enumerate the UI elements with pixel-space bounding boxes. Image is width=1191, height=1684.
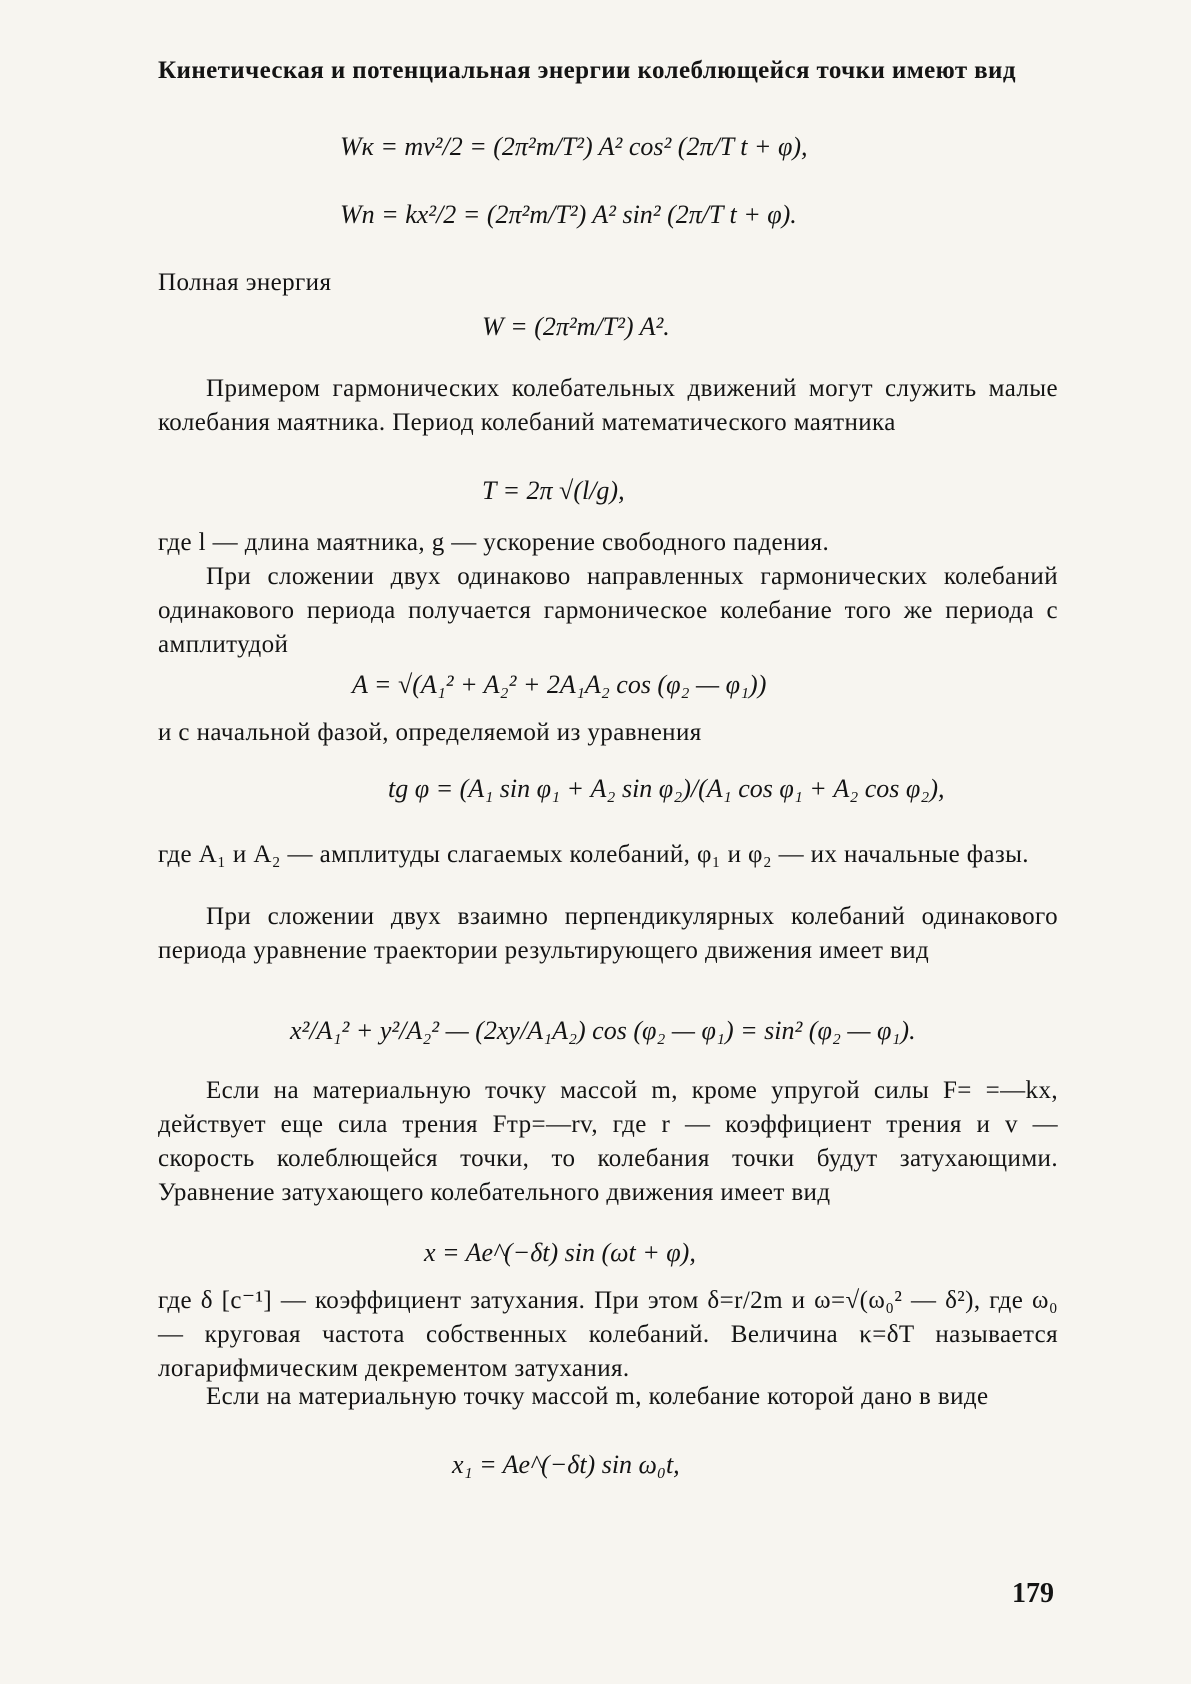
paragraph-amplitude-legend: где A₁ и A₂ — амплитуды слагаемых колебаний, φ₁ и φ₂ — их начальные фазы. (158, 841, 1029, 868)
formula-kinetic-energy: Wк = mv²/2 = (2π²m/T²) A² cos² (2π/T t + φ), (340, 132, 808, 161)
paragraph-pendulum: Примером гармонических колебательных движений могут служить малые колебания маятника. Период колебаний математического маятника (158, 375, 1058, 436)
paragraph-forced-intro: Если на материальную точку массой m, колебание которой дано в виде (206, 1383, 989, 1410)
formula-damped-motion: x = Ae^(−δt) sin (ωt + φ), (424, 1238, 696, 1267)
formula-pendulum-period: T = 2π √(l/g), (482, 476, 625, 505)
paragraph-damping-legend: где δ [с⁻¹] — коэффициент затухания. При этом δ=r/2m и ω=√(ω₀² — δ²), где ω₀ — круговая частота собственных колебаний. Величина κ=δT называется логарифмическим декрементом затухания. (158, 1287, 1058, 1382)
page-number: 179 (1012, 1578, 1054, 1609)
formula-phase: tg φ = (A₁ sin φ₁ + A₂ sin φ₂)/(A₁ cos φ₁ + A₂ cos φ₂), (388, 774, 945, 803)
formula-potential-energy: Wп = kx²/2 = (2π²m/T²) A² sin² (2π/T t + φ). (340, 200, 797, 229)
paragraph-addition-parallel: При сложении двух одинаково направленных гармонических колебаний одинакового периода получается гармоническое колебание того же периода с амплитудой (158, 563, 1058, 658)
formula-free-oscillation: x₁ = Ae^(−δt) sin ω₀t, (452, 1450, 680, 1479)
paragraph-energy-intro: Кинетическая и потенциальная энергии колеблющейся точки имеют вид (158, 57, 1016, 84)
paragraph-addition-perpendicular: При сложении двух взаимно перпендикулярных колебаний одинакового периода уравнение траектории результирующего движения имеет вид (158, 903, 1058, 964)
paragraph-total-energy: Полная энергия (158, 269, 332, 296)
paragraph-phase-intro: и с начальной фазой, определяемой из уравнения (158, 719, 702, 746)
paragraph-pendulum-legend: где l — длина маятника, g — ускорение свободного падения. (158, 529, 830, 556)
formula-trajectory: x²/A₁² + y²/A₂² — (2xy/A₁A₂) cos (φ₂ — φ₁) = sin² (φ₂ — φ₁). (290, 1016, 916, 1045)
formula-total-energy: W = (2π²m/T²) A². (482, 312, 670, 341)
formula-amplitude: A = √(A₁² + A₂² + 2A₁A₂ cos (φ₂ — φ₁)) (352, 670, 767, 699)
paragraph-damping: Если на материальную точку массой m, кроме упругой силы F= =—kx, действует еще сила трения Fтр=—rv, где r — коэффициент трения и v — скорость колеблющейся точки, то колебания точки будут затухающими. Уравнение затухающего колебательного движения имеет вид (158, 1077, 1058, 1206)
